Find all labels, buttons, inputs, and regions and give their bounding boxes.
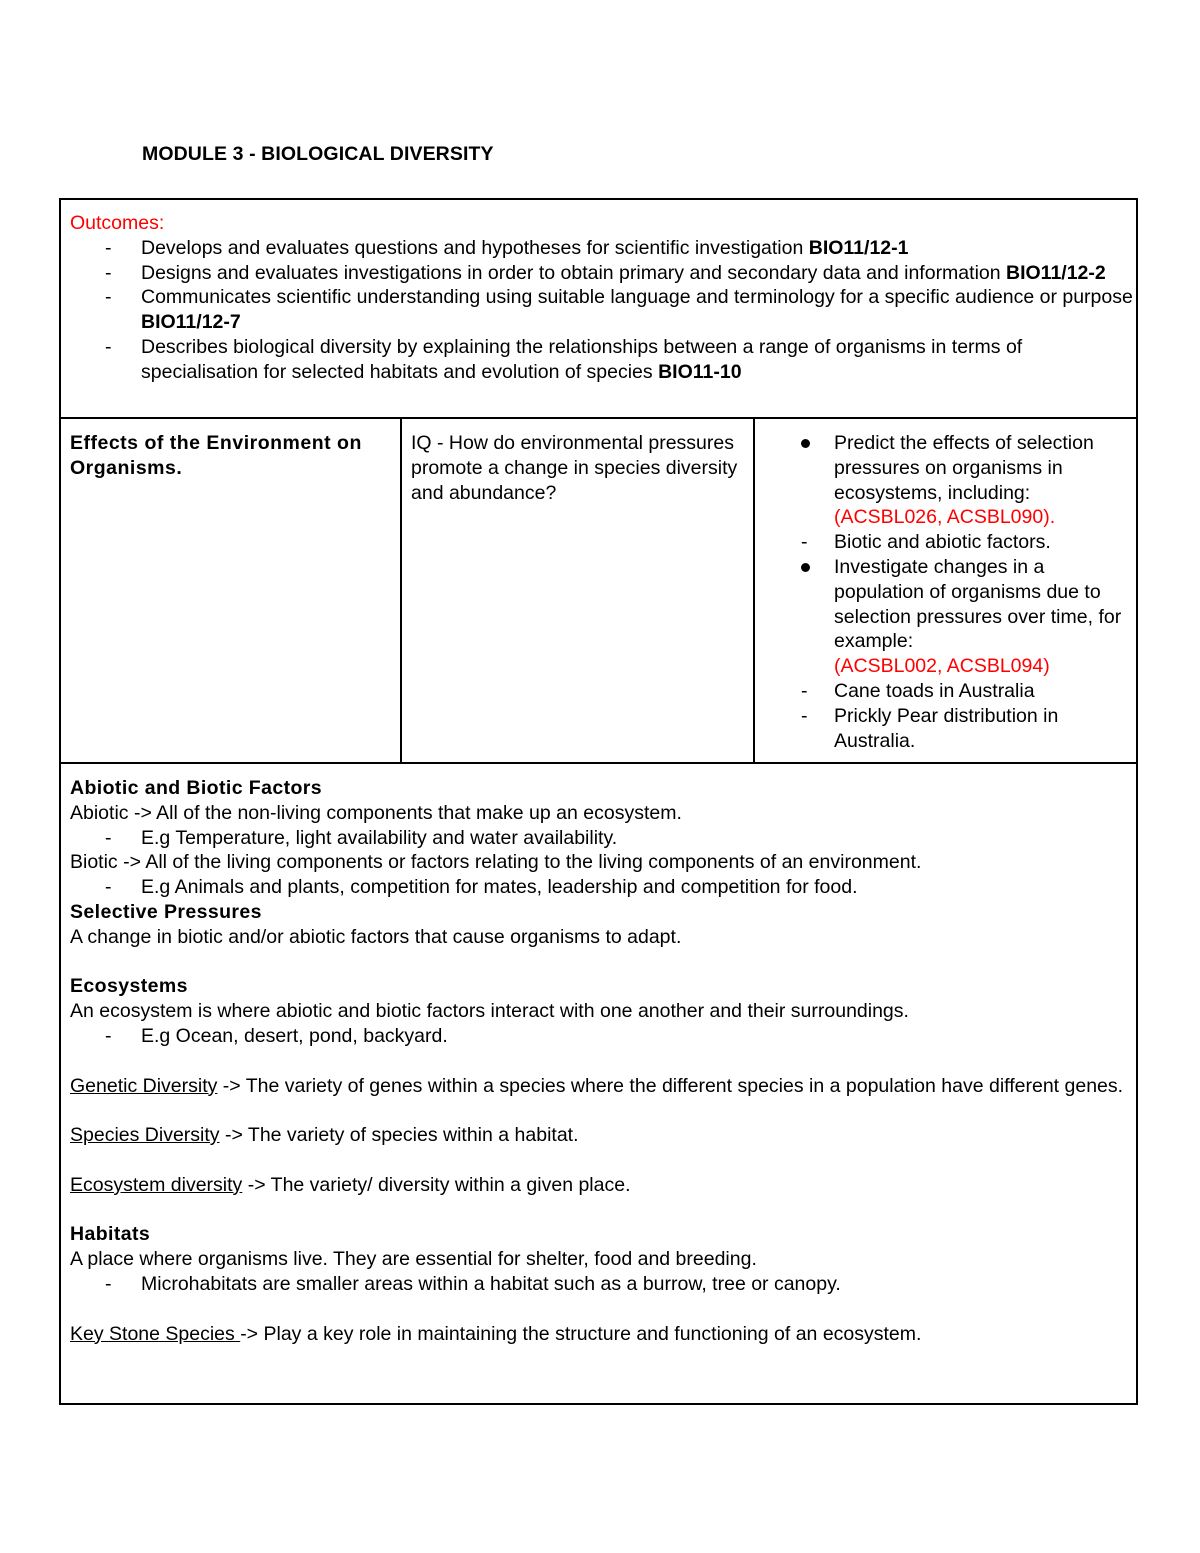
topic-cell [61,419,402,762]
outcome-item: - Develops and evaluates questions and hypotheses for scientific investigation BIO11/12-1 [70,236,1136,261]
example-list [70,1272,1136,1297]
outcome-code: BIO11/12-7 [141,311,241,334]
term: Genetic Diversity [70,1074,218,1097]
content-row [61,419,1136,764]
example-list [70,1024,1136,1049]
term: Key Stone Species [70,1322,241,1345]
example-list [70,875,1136,900]
syllabus-code: (ACSBL026, ACSBL090). [834,506,1056,529]
outcomes-list [70,236,1136,385]
term-definition: Species Diversity -> The variety of species within a habitat. [70,1124,579,1147]
outcomes-label: Outcomes: [70,212,165,234]
notes-section [61,764,1136,1346]
content-point: Investigate changes in a population of organisms due to selection pressures over time, for example: (ACSBL002, ACSBL094) [755,555,1130,679]
term-definition: Genetic Diversity -> The variety of genes within a species where the different species in a population have different genes. [70,1074,1124,1097]
outcome-item: - Describes biological diversity by explaining the relationships between a range of organisms in terms of specialisation for selected habitats and evolution of species BIO11-10 [70,335,1136,385]
outcome-code: BIO11/12-1 [808,236,909,259]
example-item: - E.g Ocean, desert, pond, backyard. [70,1024,1136,1049]
term-definition: Key Stone Species -> Play a key role in maintaining the structure and functioning of an ecosystem. [70,1322,922,1345]
module-table [59,198,1138,1405]
outcome-item: - Designs and evaluates investigations in order to obtain primary and secondary data and information BIO11/12-2 [70,261,1136,286]
section-heading: Abiotic and Biotic Factors [70,777,323,799]
term-definition: Ecosystem diversity -> The variety/ diversity within a given place. [70,1173,631,1196]
content-points-list [755,431,1130,753]
syllabus-code: (ACSBL002, ACSBL094) [834,655,1050,678]
inquiry-question-cell [402,419,755,762]
definition-text: A place where organisms live. They are essential for shelter, food and breeding. [70,1248,757,1271]
example-item: - Microhabitats are smaller areas within a habitat such as a burrow, tree or canopy. [70,1272,1136,1297]
term: Ecosystem diversity [70,1173,243,1196]
definition-text: A change in biotic and/or abiotic factors that cause organisms to adapt. [70,925,682,948]
content-subpoint: - Biotic and abiotic factors. [755,530,1130,555]
outcome-code: BIO11-10 [658,360,742,383]
term: Species Diversity [70,1124,220,1147]
outcome-code: BIO11/12-2 [1006,261,1106,284]
content-subpoint: - Prickly Pear distribution in Australia. [755,704,1130,754]
definition-text: An ecosystem is where abiotic and biotic factors interact with one another and their surroundings. [70,1000,909,1023]
outcomes-section [61,200,1136,419]
definition-text: Abiotic -> All of the non-living components that make up an ecosystem. [70,801,682,824]
example-item: - E.g Temperature, light availability and water availability. [70,826,1136,851]
section-heading: Ecosystems [70,975,188,998]
inquiry-question: IQ - How do environmental pressures promote a change in species diversity and abundance? [411,432,738,504]
section-heading: Selective Pressures [70,900,262,923]
example-list [70,826,1136,851]
definition-text: Biotic -> All of the living components or factors relating to the living components of an environment. [70,851,922,874]
topic-title: Effects of the Environment on Organisms. [70,432,362,479]
outcome-item: - Communicates scientific understanding using suitable language and terminology for a specific audience or purpose BIO11/12-7 [70,285,1136,335]
content-point: Predict the effects of selection pressures on organisms in ecosystems, including: (ACSBL026, ACSBL090). [755,431,1130,530]
page-title: MODULE 3 - BIOLOGICAL DIVERSITY [142,143,494,165]
section-heading: Habitats [70,1223,151,1246]
example-item: - E.g Animals and plants, competition for mates, leadership and competition for food. [70,875,1136,900]
content-subpoint: - Cane toads in Australia [755,679,1130,704]
content-points-cell [755,419,1136,762]
